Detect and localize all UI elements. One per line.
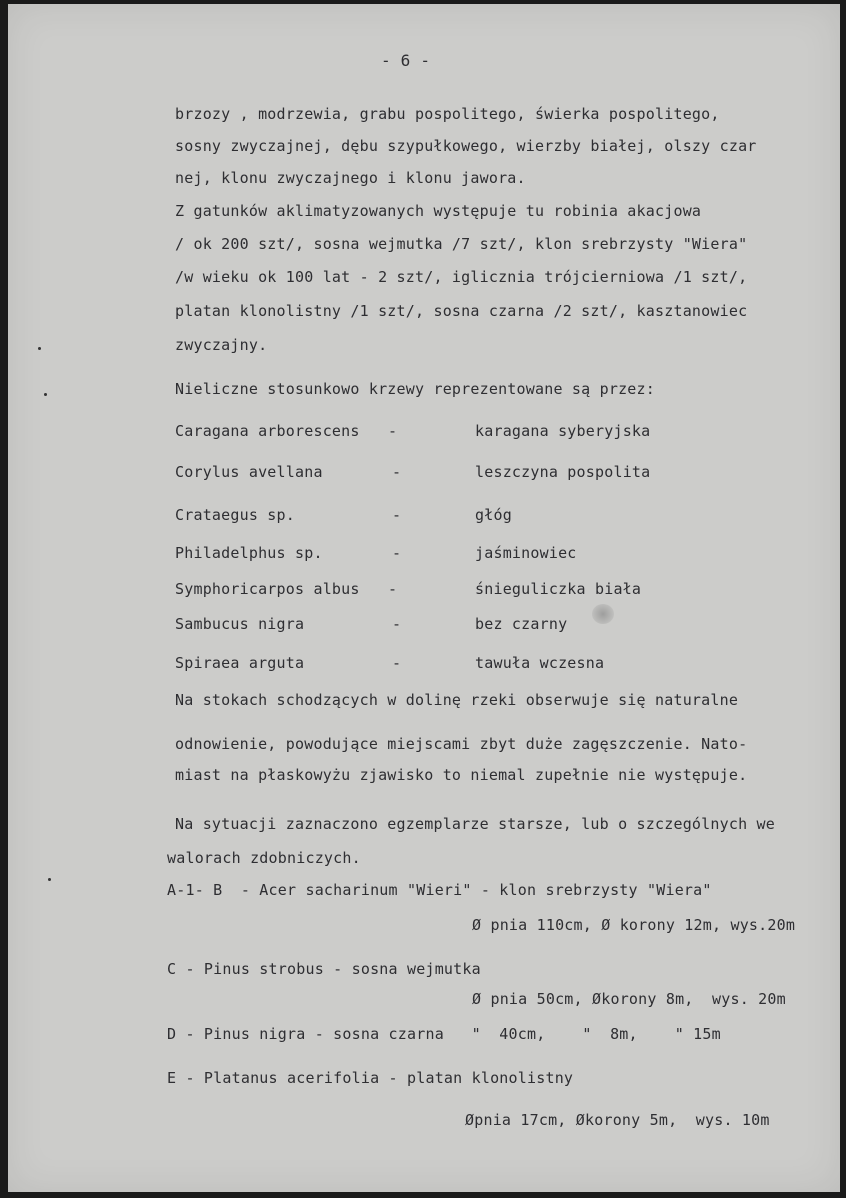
text-line: sosny zwyczajnej, dębu szypułkowego, wierzby białej, olszy czar (175, 137, 757, 155)
text-line: A-1- B - Acer sacharinum "Wieri" - klon srebrzysty "Wiera" (167, 881, 712, 899)
text-line: Na stokach schodzących w dolinę rzeki obserwuje się naturalne (175, 691, 739, 709)
shrub-polish: bez czarny (475, 615, 568, 633)
shrub-sep: - (392, 654, 402, 672)
shrub-polish: śnieguliczka biała (475, 580, 642, 598)
text-line: Z gatunków aklimatyzowanych występuje tu robinia akacjowa (175, 202, 702, 220)
shrub-sep: - (392, 544, 402, 562)
text-line: Nieliczne stosunkowo krzewy reprezentowane są przez: (175, 380, 655, 398)
margin-dot (38, 347, 41, 350)
text-line: D - Pinus nigra - sosna czarna " 40cm, " 8m, " 15m (167, 1025, 721, 1043)
shrub-latin: Philadelphus sp. (175, 544, 323, 562)
text-line: miast na płaskowyżu zjawisko to niemal zupełnie nie występuje. (175, 766, 748, 784)
document-page (8, 4, 840, 1192)
text-line: brzozy , modrzewia, grabu pospolitego, świerka pospolitego, (175, 105, 720, 123)
text-line: walorach zdobniczych. (167, 849, 361, 867)
text-line: odnowienie, powodujące miejscami zbyt duże zagęszczenie. Nato- (175, 735, 748, 753)
shrub-latin: Caragana arborescens (175, 422, 360, 440)
page-number: - 6 - (381, 51, 431, 70)
shrub-polish: leszczyna pospolita (475, 463, 651, 481)
shrub-polish: karagana syberyjska (475, 422, 651, 440)
text-line: Na sytuacji zaznaczono egzemplarze starsze, lub o szczególnych we (175, 815, 775, 833)
text-line: Øpnia 17cm, Økorony 5m, wys. 10m (465, 1111, 770, 1129)
shrub-polish: jaśminowiec (475, 544, 577, 562)
text-line: / ok 200 szt/, sosna wejmutka /7 szt/, klon srebrzysty "Wiera" (175, 235, 748, 253)
text-line: /w wieku ok 100 lat - 2 szt/, iglicznia trójcierniowa /1 szt/, (175, 268, 748, 286)
shrub-latin: Corylus avellana (175, 463, 323, 481)
text-line: zwyczajny. (175, 336, 268, 354)
shrub-latin: Symphoricarpos albus (175, 580, 360, 598)
ink-smudge (592, 604, 614, 624)
text-line: platan klonolistny /1 szt/, sosna czarna /2 szt/, kasztanowiec (175, 302, 748, 320)
shrub-sep: - (392, 506, 402, 524)
margin-dot (48, 878, 51, 881)
shrub-sep: - (388, 580, 398, 598)
shrub-sep: - (392, 463, 402, 481)
text-line: Ø pnia 50cm, Økorony 8m, wys. 20m (472, 990, 786, 1008)
shrub-sep: - (392, 615, 402, 633)
text-line: E - Platanus acerifolia - platan klonolistny (167, 1069, 574, 1087)
shrub-polish: głóg (475, 506, 512, 524)
shrub-latin: Sambucus nigra (175, 615, 305, 633)
text-line: Ø pnia 110cm, Ø korony 12m, wys.20m (472, 916, 796, 934)
shrub-latin: Crataegus sp. (175, 506, 295, 524)
shrub-latin: Spiraea arguta (175, 654, 305, 672)
text-line: nej, klonu zwyczajnego i klonu jawora. (175, 169, 526, 187)
shrub-sep: - (388, 422, 398, 440)
text-line: C - Pinus strobus - sosna wejmutka (167, 960, 481, 978)
shrub-polish: tawuła wczesna (475, 654, 605, 672)
margin-dot (44, 393, 47, 396)
